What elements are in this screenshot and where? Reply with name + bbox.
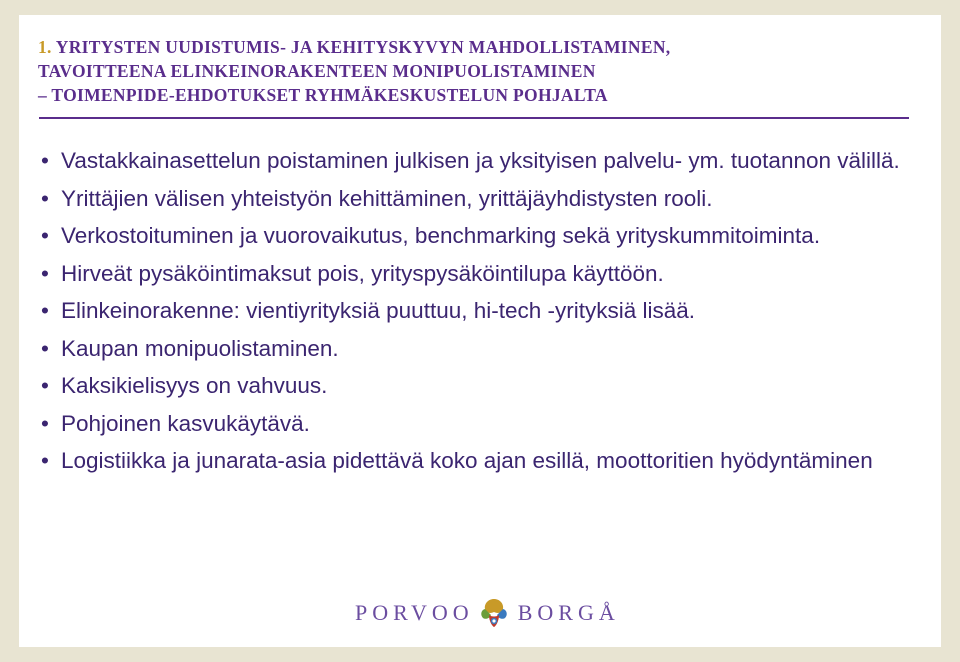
bullet-icon: •: [41, 373, 49, 398]
bullet-icon: •: [41, 260, 49, 286]
title-divider: [39, 117, 909, 119]
bullet-icon: •: [41, 410, 49, 436]
bullet-icon: •: [41, 448, 49, 473]
bullet-icon: •: [41, 223, 49, 248]
list-item: [41, 367, 921, 405]
porvoo-coat-of-arms-icon: [476, 595, 512, 631]
list-item: [41, 405, 921, 443]
title-line-3: – TOIMENPIDE-EHDOTUKSET RYHMÄKESKUSTELUN POHJALTA: [38, 85, 608, 105]
bullet-icon: •: [41, 335, 49, 361]
list-item-text: Yrittäjien välisen yhteistyön kehittäminen, yrittäjäyhdistysten rooli.: [61, 185, 713, 211]
list-item: [41, 442, 921, 480]
logo-text-borga: BORGÅ: [517, 600, 620, 625]
list-item: [41, 330, 921, 368]
list-item: [41, 292, 921, 330]
list-item-text: Elinkeinorakenne: vientiyrityksiä puuttuu, hi-tech -yrityksiä lisää.: [61, 298, 696, 323]
bullet-icon: •: [41, 298, 49, 323]
porvoo-borga-logo: [355, 593, 620, 633]
bullet-icon: •: [41, 185, 49, 211]
list-item-text: Logistiikka ja junarata-asia pidettävä koko ajan esillä, moottoritien hyödyntäminen: [61, 448, 873, 473]
title-line-1: [38, 35, 670, 59]
list-item-text: Hirveät pysäköintimaksut pois, yrityspysäköintilupa käyttöön.: [61, 260, 664, 286]
list-item-text: Verkostoituminen ja vuorovaikutus, benchmarking sekä yrityskummitoiminta.: [61, 223, 821, 248]
list-item-text: Pohjoinen kasvukäytävä.: [61, 410, 310, 436]
list-item-text: Vastakkainasettelun poistaminen julkisen ja yksityisen palvelu- ym. tuotannon välillä.: [61, 148, 900, 173]
list-item-text: Kaupan monipuolistaminen.: [61, 335, 339, 361]
bullet-icon: •: [41, 148, 49, 173]
list-item: [41, 180, 921, 218]
title-line-1-text: YRITYSTEN UUDISTUMIS- JA KEHITYSKYVYN MAHDOLLISTAMINEN,: [55, 37, 671, 57]
title-line-2: TAVOITTEENA ELINKEINORAKENTEEN MONIPUOLISTAMINEN: [38, 61, 596, 81]
slide-title: [38, 35, 670, 107]
list-item: [41, 142, 921, 180]
bullet-list: [41, 142, 921, 480]
slide: [19, 15, 941, 647]
list-item: [41, 255, 921, 293]
title-number: 1.: [38, 37, 52, 57]
logo-text-porvoo: PORVOO: [355, 600, 474, 625]
list-item-text: Kaksikielisyys on vahvuus.: [61, 373, 328, 398]
list-item: [41, 217, 921, 255]
